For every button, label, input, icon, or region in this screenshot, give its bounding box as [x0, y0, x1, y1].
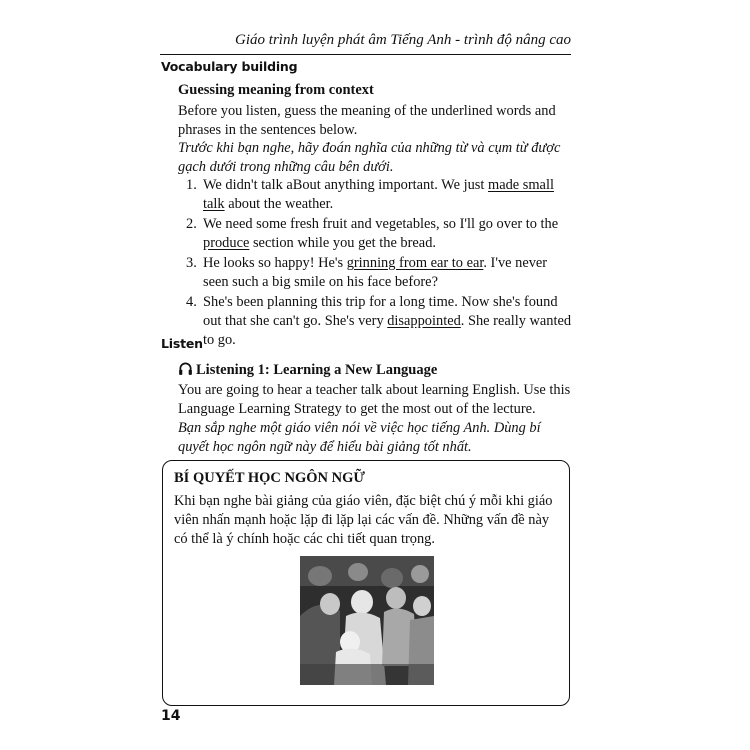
vocabulary-section-title: Vocabulary building	[161, 59, 298, 74]
listen-section-title: Listen	[161, 336, 203, 351]
exercise-item	[178, 293, 573, 350]
listening-subtitle-text: Listening 1: Learning a New Language	[196, 362, 438, 378]
exercise-list	[178, 176, 573, 351]
exercise-item	[178, 254, 573, 292]
strategy-title: BÍ QUYẾT HỌC NGÔN NGỮ	[174, 470, 365, 486]
item-text: . She really wanted to go.	[203, 313, 572, 348]
exercise-item	[178, 215, 573, 253]
vocabulary-instruction-vi: Trước khi bạn nghe, hãy đoán nghĩa của những từ và cụm từ được gạch dưới trong những câu bên dưới.	[178, 140, 561, 175]
item-number: 2.	[186, 216, 197, 232]
listening-subtitle	[178, 361, 437, 379]
underlined-term: disappointed	[387, 313, 461, 329]
strategy-box	[162, 460, 570, 706]
underlined-term: grinning from ear to ear	[346, 255, 484, 271]
running-head: Giáo trình luyện phát âm Tiếng Anh - trình độ nâng cao	[235, 32, 571, 48]
item-text: She's been planning this trip for a long time. Now she's found out that she can't go. She's very	[203, 294, 558, 329]
item-text: He looks so happy! He's	[203, 255, 347, 271]
item-number: 4.	[186, 294, 197, 310]
item-text: . I've never seen such a big smile on his face before?	[203, 255, 548, 290]
item-text: We didn't talk aBout anything important. We just	[203, 177, 488, 193]
strategy-text: Khi bạn nghe bài giảng của giáo viên, đặc biệt chú ý mỗi khi giáo viên nhấn mạnh hoặc lặp đi lặp lại các vấn đề. Những vấn đề này có thể là ý chính hoặc các chi tiết quan trọng.	[174, 493, 553, 547]
vocabulary-instruction-en: Before you listen, guess the meaning of the underlined words and phrases in the sentences below.	[178, 103, 556, 138]
classroom-photo	[300, 556, 434, 685]
headphones-icon	[178, 361, 193, 376]
item-number: 3.	[186, 255, 197, 271]
underlined-term: produce	[203, 235, 250, 251]
classroom-photo-image	[300, 556, 434, 685]
underlined-term: made small talk	[203, 177, 554, 212]
item-text: We need some fresh fruit and vegetables, so I'll go over to the	[203, 216, 559, 232]
exercise-item	[178, 176, 573, 214]
item-number: 1.	[186, 177, 197, 193]
listen-instruction-vi: Bạn sắp nghe một giáo viên nói về việc học tiếng Anh. Dùng bí quyết học ngôn ngữ này để hiểu bài giảng tốt nhất.	[178, 420, 541, 455]
vocabulary-subtitle: Guessing meaning from context	[178, 82, 374, 98]
page-number: 14	[161, 708, 181, 724]
listen-instruction-en: You are going to hear a teacher talk about learning English. Use this Language Learning Strategy to get the most out of the lecture.	[178, 382, 571, 417]
item-text: section while you get the bread.	[249, 235, 436, 251]
header-rule	[160, 54, 571, 55]
item-text: about the weather.	[224, 196, 334, 212]
